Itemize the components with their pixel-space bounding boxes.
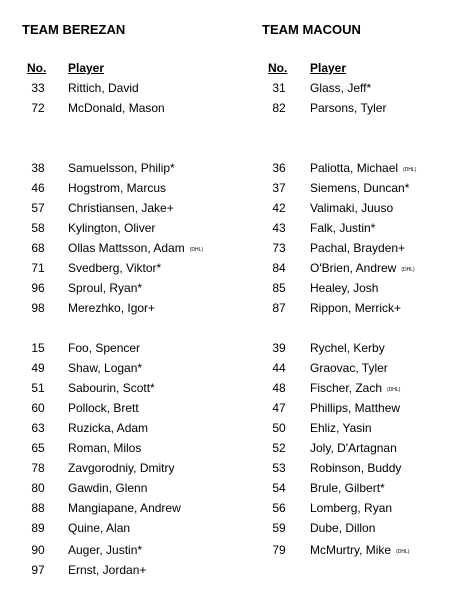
player-tag: (DHL) (403, 167, 417, 173)
player-number: 63 (31, 421, 45, 435)
player-name (68, 563, 146, 577)
player-tag: (DHL) (387, 387, 401, 393)
player-name-text: Gawdin, Glenn (68, 481, 148, 495)
player-number: 31 (272, 81, 286, 95)
player-name-text: Parsons, Tyler (310, 101, 387, 115)
player-row (0, 501, 468, 519)
player-number: 52 (272, 441, 286, 455)
player-row (0, 341, 468, 359)
player-name-text: Christiansen, Jake+ (68, 201, 174, 215)
player-number: 82 (272, 101, 286, 115)
player-row (0, 301, 468, 319)
player-number: 59 (272, 521, 286, 535)
player-number: 78 (31, 461, 45, 475)
player-row (0, 161, 468, 179)
player-number: 96 (31, 281, 45, 295)
player-name (310, 421, 372, 435)
player-number: 50 (272, 421, 286, 435)
player-name-text: Zavgorodniy, Dmitry (68, 461, 175, 475)
left-player-header: Player (68, 61, 105, 75)
player-number: 53 (272, 461, 286, 475)
player-name-text: Falk, Justin* (310, 221, 376, 235)
player-name (310, 181, 409, 195)
player-name-text: Shaw, Logan* (68, 361, 143, 375)
player-name (310, 161, 416, 175)
player-name (310, 543, 409, 557)
player-row (0, 521, 468, 539)
player-number: 39 (272, 341, 286, 355)
player-name (310, 521, 375, 535)
player-number: 58 (31, 221, 45, 235)
player-number: 85 (272, 281, 286, 295)
player-number: 98 (31, 301, 45, 315)
player-number: 37 (272, 181, 286, 195)
player-number: 79 (272, 543, 286, 557)
player-name-text: Valimaki, Juuso (310, 201, 394, 215)
player-name-text: Robinson, Buddy (310, 461, 402, 475)
player-name-text: Foo, Spencer (68, 341, 141, 355)
player-name-text: Glass, Jeff* (310, 81, 372, 95)
player-name-text: Pollock, Brett (68, 401, 139, 415)
player-name-text: Sabourin, Scott* (68, 381, 155, 395)
player-number: 71 (31, 261, 45, 275)
player-name-text: Fischer, Zach (310, 381, 383, 395)
player-name-text: Dube, Dillon (310, 521, 376, 535)
player-row (0, 461, 468, 479)
player-name-text: Brule, Gilbert* (310, 481, 385, 495)
player-name-text: Healey, Josh (310, 281, 379, 295)
player-number: 33 (31, 81, 45, 95)
player-number: 72 (31, 101, 45, 115)
player-name-text: Joly, D'Artagnan (310, 441, 397, 455)
player-name (310, 401, 400, 415)
player-name-text: Kylington, Oliver (68, 221, 156, 235)
player-number: 87 (272, 301, 286, 315)
player-name (310, 481, 385, 495)
player-name (310, 221, 375, 235)
player-number: 48 (272, 381, 286, 395)
player-tag: (DHL) (401, 267, 415, 273)
player-row (0, 481, 468, 499)
player-name (310, 201, 393, 215)
player-name-text: O'Brien, Andrew (310, 261, 397, 275)
player-number: 60 (31, 401, 45, 415)
player-number: 90 (31, 543, 45, 557)
player-name-text: Hogstrom, Marcus (68, 181, 167, 195)
player-number: 47 (272, 401, 286, 415)
player-number: 73 (272, 241, 286, 255)
player-row (0, 381, 468, 399)
player-name (310, 381, 400, 395)
player-name (310, 261, 415, 275)
player-number: 84 (272, 261, 286, 275)
player-name-text: Pachal, Brayden+ (310, 241, 406, 255)
player-number: 44 (272, 361, 286, 375)
player-row (0, 261, 468, 279)
team-macoun-title: TEAM MACOUN (262, 22, 361, 37)
player-name-text: Rychel, Kerby (310, 341, 385, 355)
player-number: 15 (31, 341, 45, 355)
player-name-text: Sproul, Ryan* (68, 281, 143, 295)
player-name (310, 81, 371, 95)
player-row (0, 441, 468, 459)
right-number-header: No. (268, 61, 288, 75)
player-number: 46 (31, 181, 45, 195)
player-number: 43 (272, 221, 286, 235)
player-name-text: McDonald, Mason (68, 101, 165, 115)
player-number: 68 (31, 241, 45, 255)
player-name (310, 361, 388, 375)
player-number: 36 (272, 161, 286, 175)
player-row (0, 201, 468, 219)
player-name (310, 441, 397, 455)
left-number-header: No. (27, 61, 47, 75)
player-number: 57 (31, 201, 45, 215)
player-number: 88 (31, 501, 45, 515)
player-row (0, 543, 468, 561)
player-name (310, 281, 378, 295)
player-name-text: Quine, Alan (68, 521, 131, 535)
player-number: 49 (31, 361, 45, 375)
player-number: 42 (272, 201, 286, 215)
player-row (0, 81, 468, 99)
player-name-text: Ehliz, Yasin (310, 421, 372, 435)
player-name-text: Phillips, Matthew (310, 401, 401, 415)
player-name (310, 241, 405, 255)
player-row (0, 421, 468, 439)
player-name-text: Auger, Justin* (68, 543, 143, 557)
player-row (0, 563, 468, 581)
team-berezan-title: TEAM BEREZAN (22, 22, 126, 37)
player-row (0, 221, 468, 239)
player-name (310, 301, 401, 315)
player-name-text: Ollas Mattsson, Adam (68, 241, 185, 255)
player-row (0, 281, 468, 299)
player-row (0, 181, 468, 199)
player-number: 89 (31, 521, 45, 535)
player-row (0, 361, 468, 379)
player-name (310, 501, 392, 515)
player-name-text: Mangiapane, Andrew (68, 501, 181, 515)
player-row (0, 241, 468, 259)
player-number: 54 (272, 481, 286, 495)
player-number: 38 (31, 161, 45, 175)
player-tag: (DHL) (189, 247, 204, 253)
player-name (310, 461, 401, 475)
player-number: 80 (31, 481, 45, 495)
player-name-text: Ernst, Jordan+ (68, 563, 147, 577)
player-name (310, 101, 386, 115)
player-name-text: Lomberg, Ryan (310, 501, 393, 515)
player-number: 51 (31, 381, 45, 395)
player-name-text: Graovac, Tyler (310, 361, 388, 375)
player-name-text: Svedberg, Viktor* (68, 261, 162, 275)
player-number: 97 (31, 563, 45, 577)
player-name-text: Samuelsson, Philip* (68, 161, 175, 175)
player-name-text: McMurtry, Mike (310, 543, 392, 557)
player-name-text: Paliotta, Michael (310, 161, 399, 175)
player-row (0, 101, 468, 119)
player-row (0, 401, 468, 419)
player-name (310, 341, 385, 355)
player-number: 56 (272, 501, 286, 515)
player-name-text: Ruzicka, Adam (68, 421, 149, 435)
player-name-text: Roman, Milos (68, 441, 142, 455)
player-name-text: Rippon, Merrick+ (310, 301, 402, 315)
right-player-header: Player (310, 61, 347, 75)
player-name-text: Merezhko, Igor+ (68, 301, 156, 315)
player-number: 65 (31, 441, 45, 455)
player-name-text: Siemens, Duncan* (310, 181, 410, 195)
player-tag: (DHL) (396, 549, 410, 555)
player-name-text: Rittich, David (68, 81, 139, 95)
